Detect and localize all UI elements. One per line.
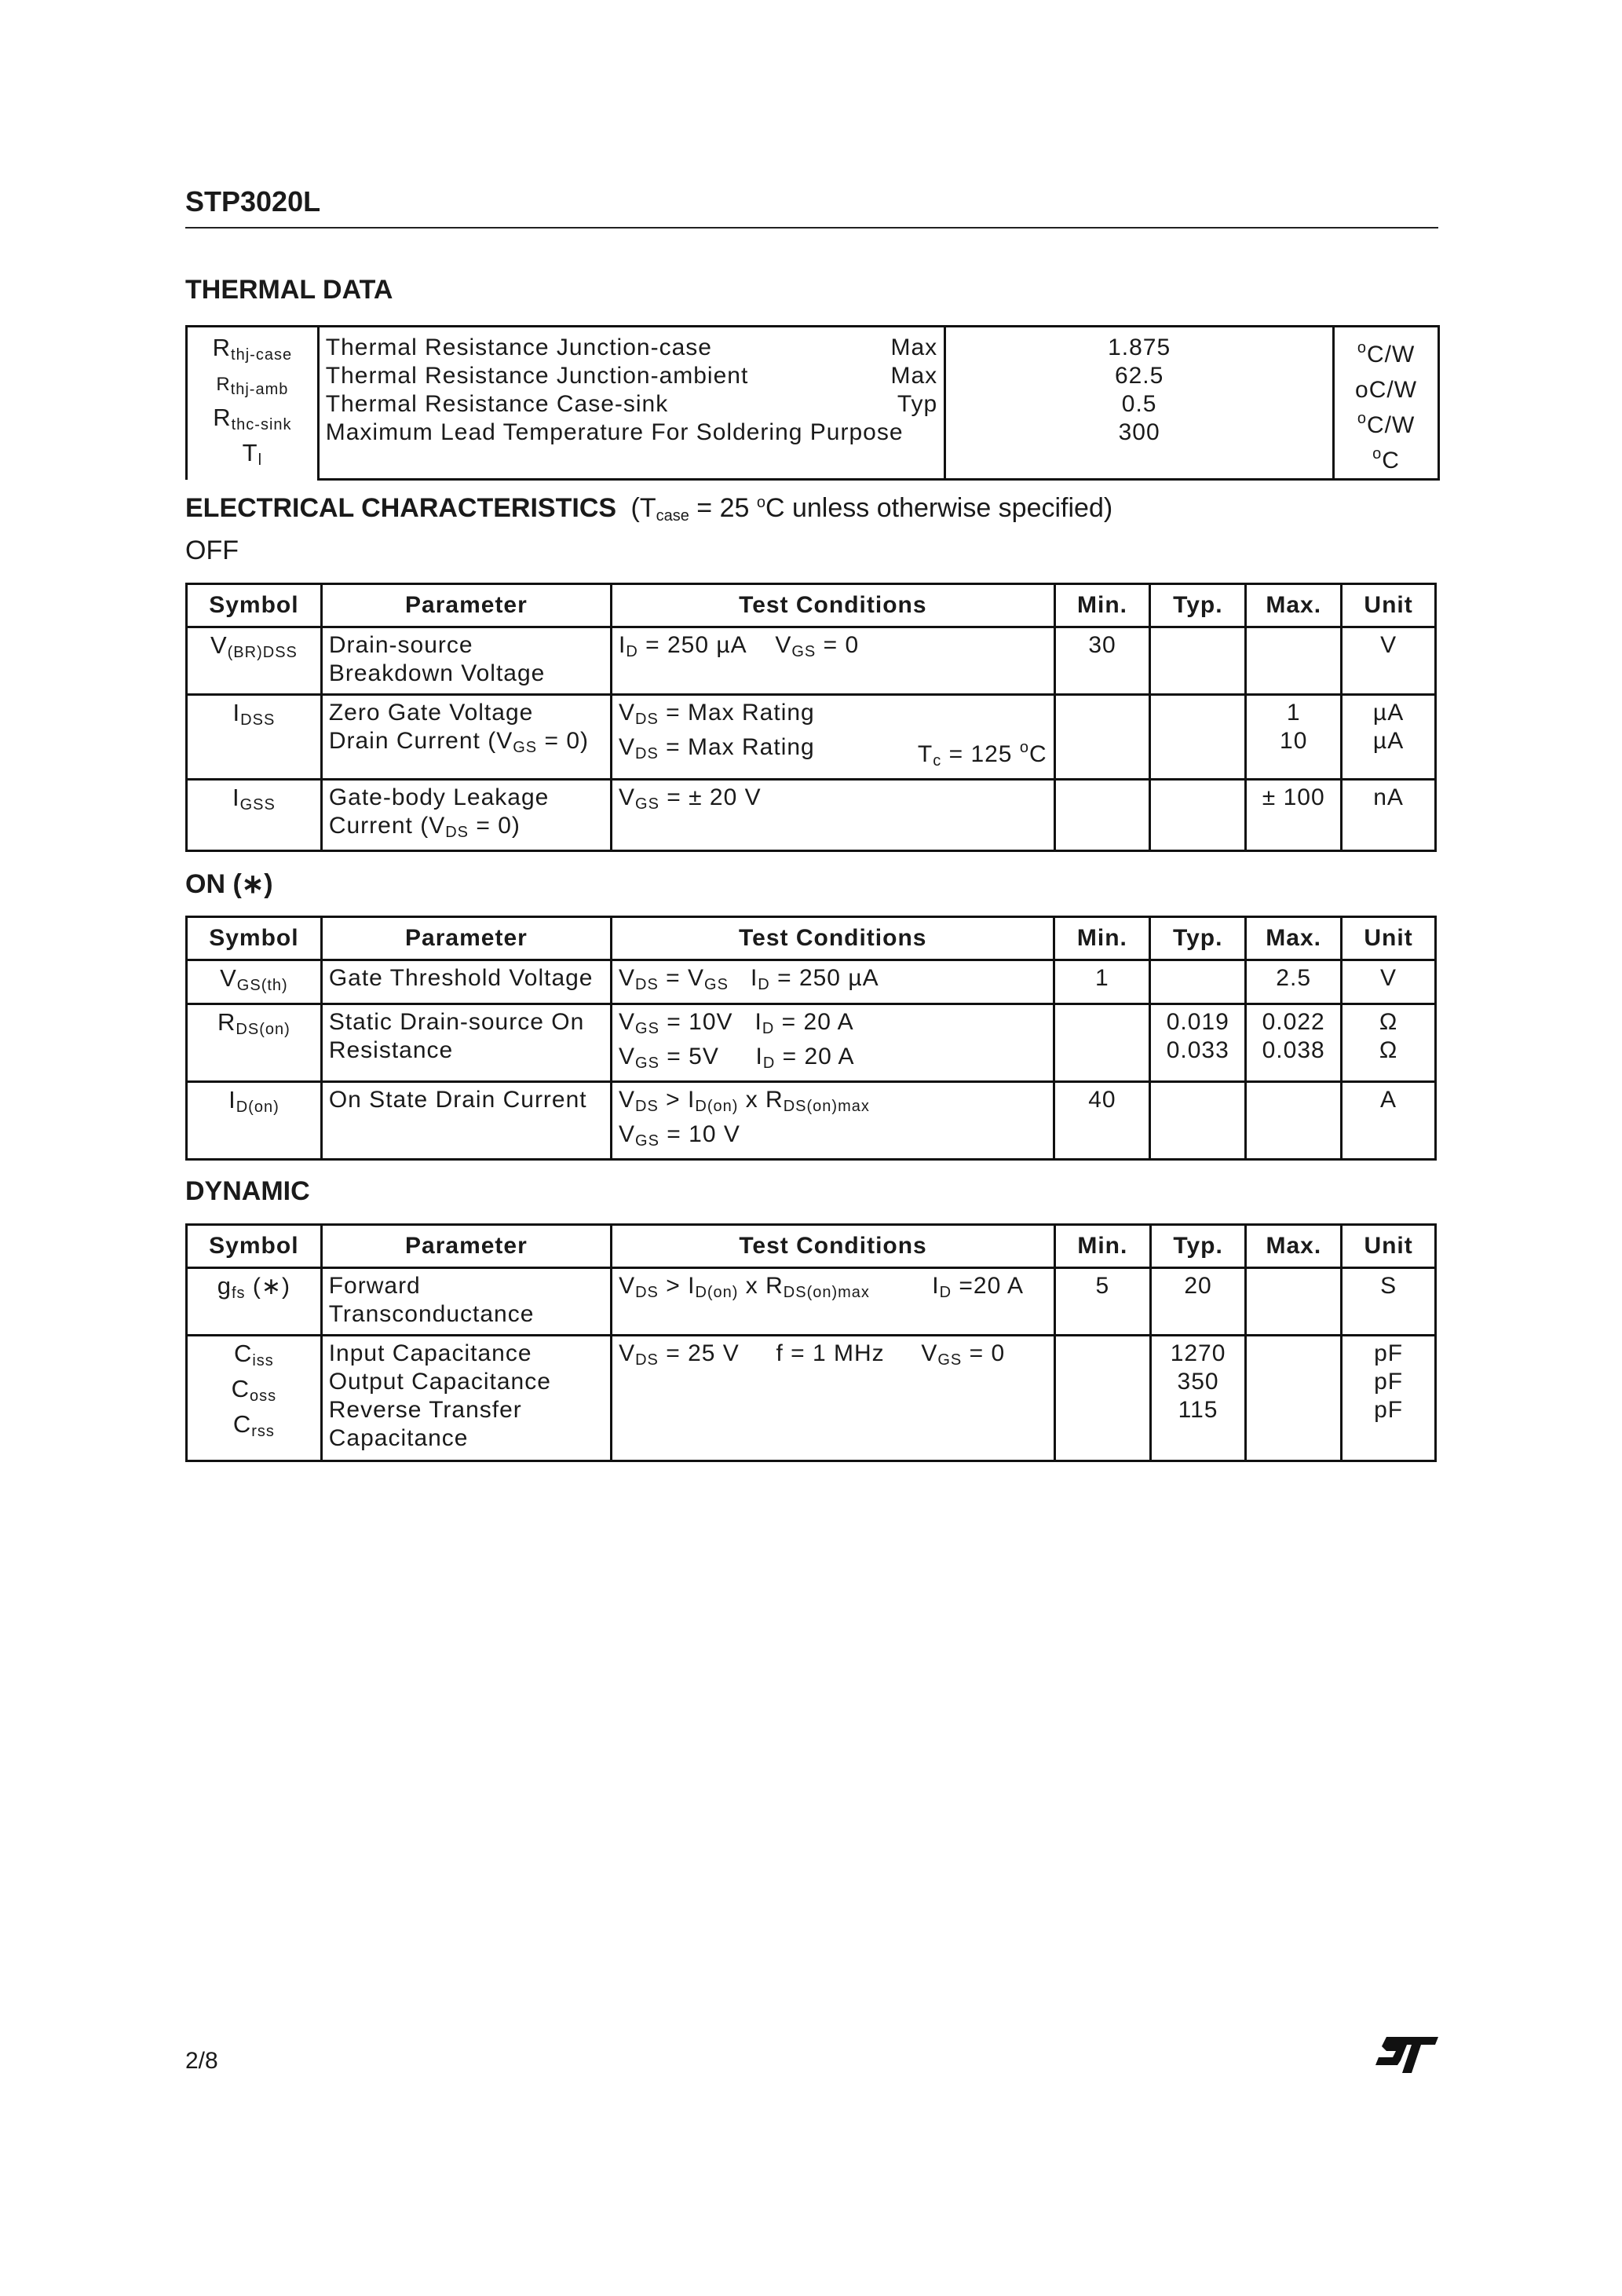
min-cell xyxy=(1054,1336,1150,1461)
electrical-conditions xyxy=(631,493,1113,523)
param-line: Static Drain-source On xyxy=(328,1009,585,1035)
col-test-conditions: Test Conditions xyxy=(612,1225,1055,1268)
max-cell xyxy=(1246,1082,1342,1160)
col-unit: Unit xyxy=(1342,917,1436,960)
thermal-param: Thermal Resistance Case-sink xyxy=(325,391,669,417)
col-min: Min. xyxy=(1054,917,1150,960)
param-line: Gate-body Leakage xyxy=(328,784,550,810)
symbol-sub: GSS xyxy=(239,796,276,813)
param-line: Resistance xyxy=(328,1037,454,1063)
test-sub: GS xyxy=(635,1055,659,1072)
symbol-rthj-amb: R xyxy=(216,374,231,395)
test-part: = 250 µA xyxy=(769,965,879,991)
test-sub: DS xyxy=(635,976,659,993)
test-part: = 0 xyxy=(816,632,860,658)
col-max: Max. xyxy=(1246,584,1342,627)
page-number: 2/8 xyxy=(185,2048,218,2074)
test-cell xyxy=(612,1268,1055,1336)
symbol-cell xyxy=(187,627,322,695)
test-sub: D xyxy=(626,643,638,660)
symbol-sub: thj-case xyxy=(231,346,293,364)
test-cell xyxy=(612,695,1055,780)
typ-cell xyxy=(1150,780,1246,851)
test-sub: D xyxy=(762,1020,775,1037)
symbol-sub: (BR)DSS xyxy=(227,644,298,661)
typ-value: 350 xyxy=(1177,1369,1219,1395)
thermal-heading: THERMAL DATA xyxy=(185,275,393,305)
param-part: = 0) xyxy=(537,728,590,754)
thermal-value: 1.875 xyxy=(1108,335,1171,360)
table-row xyxy=(187,695,1436,780)
param-line: Capacitance xyxy=(328,1425,469,1451)
thermal-unit: C/W xyxy=(1366,342,1416,367)
min-cell: 30 xyxy=(1054,627,1150,695)
test-part: V xyxy=(619,1009,636,1035)
max-cell xyxy=(1246,627,1342,695)
test-part: = 250 µA V xyxy=(637,632,792,658)
unit-value: Ω xyxy=(1379,1037,1398,1063)
typ-value: 0.033 xyxy=(1166,1037,1229,1063)
symbol-sub: iss xyxy=(252,1352,274,1369)
max-value: 1 xyxy=(1286,700,1301,726)
table-row xyxy=(187,1268,1436,1336)
table-row xyxy=(187,1082,1436,1160)
param-line: Zero Gate Voltage xyxy=(328,700,534,726)
param-line: Transconductance xyxy=(328,1301,535,1327)
unit-cell: V xyxy=(1342,627,1436,695)
symbol-sub: oss xyxy=(249,1387,277,1405)
test-part: V xyxy=(619,965,636,991)
symbol: C xyxy=(231,1375,250,1402)
thermal-units xyxy=(1334,327,1439,480)
test-sub: c xyxy=(933,752,942,770)
thermal-value: 62.5 xyxy=(1114,363,1164,389)
max-cell xyxy=(1246,1268,1342,1336)
param-line: Input Capacitance xyxy=(328,1340,532,1366)
test-sub: D(on) xyxy=(695,1284,739,1301)
test-sub: GS xyxy=(937,1351,963,1369)
parameter-cell xyxy=(321,1336,611,1461)
test-sub: D(on) xyxy=(695,1098,739,1115)
test-sub: D xyxy=(762,1055,776,1072)
unit-value: Ω xyxy=(1379,1009,1398,1035)
typ-cell: 20 xyxy=(1150,1268,1246,1336)
symbol-sub: D(on) xyxy=(236,1099,279,1116)
symbol-rthj-case: R xyxy=(212,334,232,361)
min-cell: 1 xyxy=(1054,960,1150,1004)
param-line xyxy=(329,812,604,846)
test-sub: DS(on)max xyxy=(783,1098,870,1115)
test-sub: DS xyxy=(635,1098,659,1115)
test-cell xyxy=(612,780,1055,851)
test-part: > I xyxy=(658,1087,696,1113)
symbol-cell xyxy=(187,1082,322,1160)
thermal-row xyxy=(187,327,1439,480)
test-part: = 10V I xyxy=(659,1009,762,1035)
symbol-sub: l xyxy=(258,452,263,469)
off-header-row xyxy=(187,584,1436,627)
unit-cell: V xyxy=(1342,960,1436,1004)
cond-sub: case xyxy=(656,507,689,525)
col-typ: Typ. xyxy=(1150,917,1246,960)
table-row xyxy=(187,1336,1436,1461)
param-line: Forward xyxy=(328,1273,421,1299)
thermal-qualifier: Max xyxy=(890,335,938,360)
symbol-tl: T xyxy=(242,439,258,466)
symbol: g xyxy=(217,1272,232,1300)
document-title: STP3020L xyxy=(185,185,321,218)
typ-cell xyxy=(1150,1082,1246,1160)
symbol: C xyxy=(233,1340,253,1367)
col-parameter: Parameter xyxy=(321,584,611,627)
test-sub: DS xyxy=(635,1351,659,1369)
unit-value: pF xyxy=(1374,1340,1404,1366)
max-value: 0.022 xyxy=(1262,1009,1325,1035)
typ-cell xyxy=(1150,695,1246,780)
test-part: V xyxy=(619,1044,636,1069)
col-parameter: Parameter xyxy=(321,1225,611,1268)
param-part: Current (V xyxy=(328,813,446,839)
unit-cell: S xyxy=(1342,1268,1436,1336)
on-heading: ON (∗) xyxy=(185,869,273,899)
test-part: C xyxy=(1028,741,1047,767)
test-degree: o xyxy=(1019,739,1029,756)
test-part: x R xyxy=(738,1087,784,1113)
min-cell xyxy=(1054,1004,1150,1082)
test-part: x R xyxy=(738,1273,784,1299)
col-min: Min. xyxy=(1054,584,1150,627)
test-part: = 20 A xyxy=(774,1009,854,1035)
min-cell xyxy=(1054,695,1150,780)
test-part: = 25 V f = 1 MHz V xyxy=(658,1340,938,1366)
typ-cell xyxy=(1150,1336,1246,1461)
test-part: V xyxy=(619,734,636,760)
st-logo xyxy=(1375,2037,1438,2073)
symbol: I xyxy=(232,784,240,811)
thermal-qualifier: Typ xyxy=(897,391,938,417)
test-part: V xyxy=(619,1273,636,1299)
thermal-param: Thermal Resistance Junction-case xyxy=(325,335,712,360)
test-part: V xyxy=(619,700,636,726)
test-part: = 20 A xyxy=(775,1044,855,1069)
thermal-value: 300 xyxy=(1118,419,1160,445)
parameter-cell xyxy=(321,780,611,851)
symbol-rthc-sink: R xyxy=(213,404,232,431)
test-part: = Max Rating xyxy=(658,700,815,726)
test-sub: DS xyxy=(635,711,659,728)
electrical-heading: ELECTRICAL CHARACTERISTICS xyxy=(185,493,617,523)
test-part: = 5V I xyxy=(659,1044,763,1069)
test-cell xyxy=(612,1004,1054,1082)
param-line: Output Capacitance xyxy=(328,1369,551,1395)
thermal-param: Maximum Lead Temperature For Soldering Purpose xyxy=(325,419,904,445)
test-part: = ± 20 V xyxy=(659,784,762,810)
off-table xyxy=(185,583,1437,852)
param-line: Breakdown Voltage xyxy=(328,660,546,686)
test-part: V xyxy=(619,784,636,810)
unit-cell: nA xyxy=(1342,780,1436,851)
table-row xyxy=(187,1004,1436,1082)
param-line: Drain-source xyxy=(328,632,473,658)
st-logo-icon xyxy=(1375,2037,1438,2073)
unit-value: pF xyxy=(1374,1369,1404,1395)
parameter-cell xyxy=(321,1268,611,1336)
unit-degree: o xyxy=(1372,445,1383,462)
test-part: = 0 xyxy=(962,1340,1006,1366)
table-row xyxy=(187,960,1436,1004)
table-row xyxy=(187,627,1436,695)
symbol: V xyxy=(220,964,237,992)
test-part: = V xyxy=(658,965,705,991)
cond-degree: o xyxy=(756,494,765,511)
param-sub: DS xyxy=(445,824,469,841)
unit-degree: o xyxy=(1357,410,1367,427)
col-max: Max. xyxy=(1246,1225,1342,1268)
test-sub: GS xyxy=(704,976,729,993)
param-part: Drain Current (V xyxy=(328,728,513,754)
param-line: Reverse Transfer xyxy=(328,1397,522,1423)
test-cell xyxy=(612,1082,1054,1160)
col-max: Max. xyxy=(1246,917,1342,960)
test-part: V xyxy=(619,1121,636,1147)
test-sub: D xyxy=(758,976,770,993)
symbol: V xyxy=(210,631,228,659)
test-cell xyxy=(612,960,1054,1004)
col-unit: Unit xyxy=(1342,584,1436,627)
max-cell xyxy=(1246,695,1342,780)
test-part: I xyxy=(619,632,627,658)
symbol-sub: DSS xyxy=(240,711,276,729)
test-part: V xyxy=(619,1340,636,1366)
symbol-sub: thc-sink xyxy=(231,416,292,433)
test-part: = Max Rating xyxy=(658,734,815,760)
thermal-parameters xyxy=(318,327,944,480)
thermal-qualifier: Max xyxy=(890,363,938,389)
thermal-value: 0.5 xyxy=(1121,391,1157,417)
header-rule xyxy=(185,227,1438,229)
dynamic-header-row xyxy=(187,1225,1436,1268)
thermal-table xyxy=(185,325,1440,481)
min-cell xyxy=(1054,780,1150,851)
cond-part: C unless otherwise specified) xyxy=(765,493,1113,523)
max-cell xyxy=(1246,1004,1342,1082)
test-cell xyxy=(612,627,1055,695)
electrical-heading-line xyxy=(185,493,1112,525)
symbol-sub: DS(on) xyxy=(236,1021,290,1038)
thermal-unit: C xyxy=(1382,448,1400,473)
col-typ: Typ. xyxy=(1150,584,1246,627)
test-sub: DS xyxy=(635,745,659,762)
test-sub: DS xyxy=(635,1284,659,1301)
col-symbol: Symbol xyxy=(187,1225,322,1268)
unit-value: µA xyxy=(1372,700,1405,726)
max-value: 10 xyxy=(1280,728,1308,754)
param-sub: GS xyxy=(513,739,538,756)
test-part: T xyxy=(917,741,933,767)
symbol-sub: rss xyxy=(251,1423,275,1440)
col-symbol: Symbol xyxy=(187,917,322,960)
test-sub: GS xyxy=(635,795,659,813)
param-part: = 0) xyxy=(469,813,521,839)
unit-value: pF xyxy=(1374,1397,1404,1423)
off-heading: OFF xyxy=(185,536,239,565)
typ-cell xyxy=(1150,627,1246,695)
param-line xyxy=(329,727,604,762)
max-cell: ± 100 xyxy=(1246,780,1342,851)
typ-value: 1270 xyxy=(1170,1340,1226,1366)
dynamic-heading: DYNAMIC xyxy=(185,1176,310,1206)
test-sub: D xyxy=(939,1284,952,1301)
test-part: = 10 V xyxy=(659,1121,740,1147)
parameter-cell: Gate Threshold Voltage xyxy=(321,960,611,1004)
symbol: I xyxy=(228,1086,236,1113)
symbol-sub: GS(th) xyxy=(236,977,288,994)
symbol-sub: thj-amb xyxy=(230,381,289,398)
col-min: Min. xyxy=(1054,1225,1150,1268)
col-test-conditions: Test Conditions xyxy=(612,584,1055,627)
test-sub: GS xyxy=(635,1132,659,1150)
parameter-cell xyxy=(321,627,611,695)
symbol-cell xyxy=(187,1268,322,1336)
max-value: 0.038 xyxy=(1262,1037,1325,1063)
symbol-cell xyxy=(187,780,322,851)
test-part: = 125 xyxy=(941,741,1020,767)
thermal-unit: oC/W xyxy=(1355,377,1418,403)
cond-part: = 25 xyxy=(689,493,757,523)
test-sub: GS xyxy=(791,643,816,660)
parameter-cell: On State Drain Current xyxy=(321,1082,611,1160)
symbol-cell xyxy=(187,1004,322,1082)
thermal-symbols xyxy=(187,327,319,480)
unit-degree: o xyxy=(1357,339,1367,356)
table-row xyxy=(187,780,1436,851)
test-part: I xyxy=(932,1273,940,1299)
symbol-cell xyxy=(187,1336,322,1461)
test-part: V xyxy=(619,1087,636,1113)
unit-cell: A xyxy=(1342,1082,1436,1160)
min-cell: 40 xyxy=(1054,1082,1150,1160)
col-symbol: Symbol xyxy=(187,584,322,627)
symbol-sub: fs xyxy=(231,1285,246,1302)
on-table xyxy=(185,916,1437,1161)
cond-part: (T xyxy=(630,493,656,523)
symbol-cell xyxy=(187,960,322,1004)
thermal-unit: C/W xyxy=(1366,412,1416,438)
typ-cell xyxy=(1150,1004,1246,1082)
max-cell xyxy=(1246,1336,1342,1461)
symbol-cell xyxy=(187,695,322,780)
thermal-values xyxy=(945,327,1334,480)
test-part: > I xyxy=(658,1273,696,1299)
max-cell: 2.5 xyxy=(1246,960,1342,1004)
test-part: I xyxy=(728,965,758,991)
col-typ: Typ. xyxy=(1150,1225,1246,1268)
unit-cell xyxy=(1342,1336,1436,1461)
parameter-cell xyxy=(321,1004,611,1082)
unit-cell xyxy=(1342,695,1436,780)
typ-value: 115 xyxy=(1178,1397,1218,1423)
symbol-tail: (∗) xyxy=(245,1274,290,1300)
col-parameter: Parameter xyxy=(321,917,611,960)
dynamic-table xyxy=(185,1223,1437,1462)
test-sub: DS(on)max xyxy=(783,1284,870,1301)
symbol: R xyxy=(217,1008,236,1036)
on-header-row xyxy=(187,917,1436,960)
col-unit: Unit xyxy=(1342,1225,1436,1268)
col-test-conditions: Test Conditions xyxy=(612,917,1054,960)
symbol: C xyxy=(232,1410,252,1438)
unit-cell xyxy=(1342,1004,1436,1082)
symbol: I xyxy=(232,699,241,726)
thermal-param: Thermal Resistance Junction-ambient xyxy=(325,363,749,389)
typ-cell xyxy=(1150,960,1246,1004)
typ-value: 0.019 xyxy=(1166,1009,1229,1035)
test-part: =20 A xyxy=(952,1273,1024,1299)
test-sub: GS xyxy=(635,1020,659,1037)
parameter-cell xyxy=(321,695,611,780)
test-cell xyxy=(612,1336,1055,1461)
min-cell: 5 xyxy=(1054,1268,1150,1336)
unit-value: µA xyxy=(1372,728,1405,754)
